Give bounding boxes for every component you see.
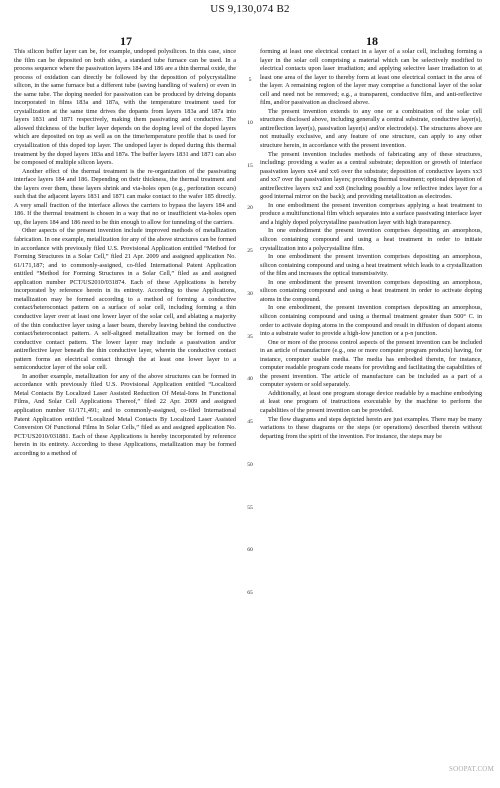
paragraph: In one embodiment the present invention comprises depositing an amorphous, silicon containing compound and using a heat treatment which leads to a crystallization of the film and increases the optical transmissivity. (260, 253, 482, 278)
watermark: SOOPAT.COM (449, 765, 494, 773)
right-text-column (260, 48, 482, 441)
left-column-number: 17 (120, 34, 132, 48)
line-number: 20 (247, 205, 253, 212)
left-text-column (14, 48, 236, 458)
line-number: 35 (247, 333, 253, 340)
paragraph: The flow diagrams and steps depicted herein are just examples. There may be many variations to these diagrams or the steps (or operations) described therein without departing from the spirit of the invention. For instance, the steps may be (260, 415, 482, 440)
patent-number: US 9,130,074 B2 (210, 3, 290, 15)
line-number-gutter (244, 48, 256, 788)
line-number: 50 (247, 461, 253, 468)
paragraph: forming at least one electrical contact in a layer of a solar cell, including forming a layer in the solar cell comprising a material which can be selectively modified to electrical contacts upon laser irradiation; and applying selective laser irradiation to at least one area of the layer to thereby form at least one electrical contact in the area of the layer. A remaining region of the layer may comprise a functional layer of the solar cell and need not be removed; e.g., a transparent, conductive film, and anti-reflective film, and/or passivation as disclosed above. (260, 48, 482, 107)
line-number: 25 (247, 248, 253, 254)
paragraph: Another effect of the thermal treatment is the re-organization of the passivating interface layers 184 and 186. Depending on their thickness, the thermal treatment and the layers over them, these layers shrink and via-holes open (e.g., perforation occurs) such that the adjacent layers 1831 and 1871 can make contact to the wafer 185 directly. A very small fraction of the interface allows the carriers to bypass the layers 184 and 186. If the thermal treatment is chosen in a way that no or insufficient via-holes open up, the layers 184 and 186 need to be thin enough to allow for tunneling of the carriers. (14, 167, 236, 226)
paragraph: This silicon buffer layer can be, for example, undoped polysilicon. In this case, since the film can be deposited on both sides, a standard tube furnace can be used. In a process sequence where the passivation layers 184 and 186 are a thin thermal oxide, the process of oxidation can directly be followed by the deposition of polycrystalline silicon, in the same furnace but a different tube (saving handling of wafers) or even in the same tube. The doping needed for passivation can be produced by driving dopants incorporated in films 183a and 187a, with the temperature treatment used for crystallization at the same time drives the dopants from layers 183a and 187a into layers 1831 and 1871 respectively, making them passivating and conductive. The allowed thickness of the buffer layer depends on the doping level of the doped layers which are deposited on top as well as on the time/temperature profile that is used for crystallization of this doped top layer. The undoped layer is doped during this thermal treatment by the doped layers 183a and 187a. The buffer layers 1831 and 1871 can also be composed of multiple silicon layers. (14, 48, 236, 167)
line-number: 30 (247, 290, 253, 297)
right-column-number: 18 (366, 34, 378, 48)
paragraph: In one embodiment, the present invention comprises depositing an amorphous, silicon containing compound and using a thermal treatment greater than 500° C. in order to activate doping atoms in the compound and result in diffusion of dopant atoms into a substrate wafer to provide a high-low junction or a p-n junction. (260, 304, 482, 338)
line-number: 45 (247, 419, 253, 425)
line-number: 15 (247, 162, 253, 169)
paragraph: Other aspects of the present invention include improved methods of metallization fabrication. In one example, metallization for any of the above structures can be formed in accordance with previously filed U.S. Provisional Application entitled “Method for Forming Structures in a Solar Cell,” filed 21 Apr. 2009 and assigned application No. 61/171,187; and to commonly-assigned, co-filed International Patent Application entitled “Method for Forming Structures in a Solar Cell,” filed as and assigned application number PCT/US2010/031874. Each of these Applications is hereby incorporated by reference herein in its entirety. According to these Applications, metallization may be formed according to a method of forming a conductive contact/heterocontact pattern on a surface of solar cell, including forming a thin conductive layer over at least one lower layer of the solar cell, and ablating a majority of the thin conductive layer using a laser beam, thereby leaving behind the conductive contact/heterocontact pattern. A self-aligned metallization may be formed on the conductive contact pattern. The lower layer may include a passivation and/or antireflective layer beneath the thin conductive layer, wherein the conductive contact pattern forms an electrical contact through the at least one lower layer to a semiconductor layer of the solar cell. (14, 227, 236, 372)
line-number: 10 (247, 119, 253, 126)
paragraph: In one embodiment the present invention comprises depositing an amorphous, silicon containing compound and using a heat treatment in order to initiate crystallization into a polycrystalline film. (260, 227, 482, 252)
line-number: 5 (248, 77, 252, 83)
paragraph: In another example, metallization for any of the above structures can be formed in accordance with previously filed U.S. Provisional Application entitled “Localized Metal Contacts By Localized Laser Assisted Reduction Of Metal-Ions In Functional Films, And Solar Cell Applications Thereof,” filed 22 Apr. 2009 and assigned application number 61/171,491; and to commonly-assigned, co-filed International Patent Application entitled “Localized Metal Contacts By Localized Laser Assisted Conversion Of Functional Films In Solar Cells,” filed as and assigned application No. PCT/US2010/031881. Each of these Applications is hereby incorporated by reference herein in its entirety. According to these Applications, metallization may be formed according to a method of (14, 372, 236, 457)
paragraph: In one embodiment the present invention comprises depositing an amorphous, silicon containing compound and using a heat treatment in order to activate doping atoms in the compound. (260, 278, 482, 303)
paragraph: In one embodiment the present invention comprises applying a heat treatment to produce a multifunctional film which separates into a surface passivating interface layer and a highly doped polycrystalline passivation layer with high transparency. (260, 201, 482, 226)
line-number: 60 (247, 547, 253, 554)
line-number: 40 (247, 376, 253, 383)
paragraph: The present invention extends to any one or a combination of the solar cell structures disclosed above, including generally a central substrate, conductive layer(s), antireflection layer(s), passivation layer(s) and/or electrode(s). The structures above are not mutually exclusive, and any feature of one structure, can apply to any other structure herein, in accordance with the present invention. (260, 107, 482, 150)
paragraph: One or more of the process control aspects of the present invention can be included in an article of manufacture (e.g., one or more computer program products) having, for instance, computer usable media. The media has embodied therein, for instance, computer readable program code means for providing and facilitating the capabilities of the present invention. The article of manufacture can be included as a part of a computer system or sold separately. (260, 338, 482, 389)
paragraph: The present invention includes methods of fabricating any of these structures, including: providing a wafer as a central substrate; deposition or growth of interface passivation layers xx4 and xx6 over the substrate; deposition of conductive layers xx3 and xx7 over the passivation layers; providing thermal treatment; optional deposition of antireflective layers xx2 and xx8 (including possibly a low reflective index layer for a good internal mirror on the back); and providing metallization as electrodes. (260, 150, 482, 201)
line-number: 65 (247, 590, 253, 596)
paragraph: Additionally, at least one program storage device readable by a machine embodying at least one program of instructions executable by the machine to perform the capabilities of the present invention can be provided. (260, 389, 482, 414)
line-number: 55 (247, 504, 253, 511)
